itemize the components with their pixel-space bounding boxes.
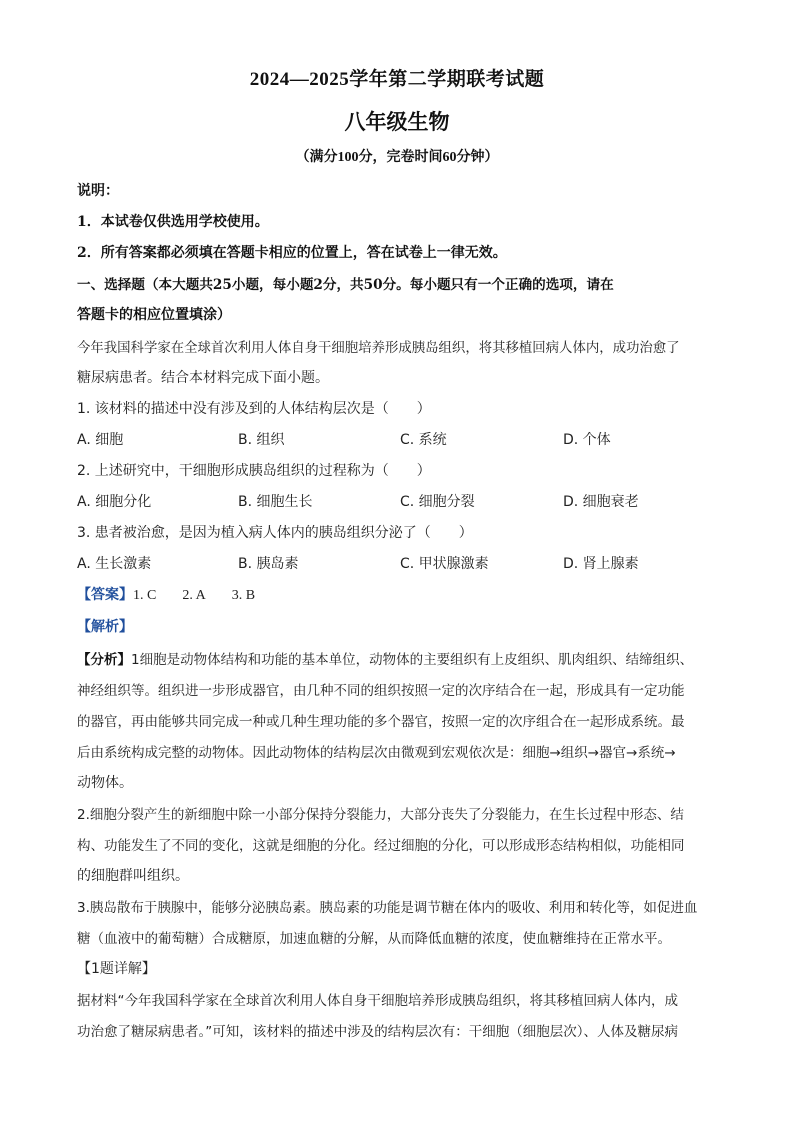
material-line-2: 糖尿病患者。结合本材料完成下面小题。 [77, 370, 329, 386]
section-heading-line2: 答题卡的相应位置填涂） [77, 307, 231, 323]
answer-values [133, 588, 281, 603]
question-3-option-c: C. 甲状腺激素 [400, 556, 489, 572]
section-heading-line1: 一、选择题（本大题共25小题，每小题2分，共50分。每小题只有一个正确的选项，请在 [77, 277, 614, 293]
analysis-p2-line3: 的细胞群叫组织。 [77, 868, 189, 884]
question-1-stem: 1. 该材料的描述中没有涉及到的人体结构层次是（ ） [77, 401, 431, 417]
question-2-option-b: B. 细胞生长 [238, 494, 313, 510]
question-1-option-b: B. 组织 [238, 432, 285, 448]
analysis-p1-line1 [77, 648, 693, 668]
question-2-stem: 2. 上述研究中，干细胞形成胰岛组织的过程称为（ ） [77, 463, 431, 479]
answer-value-3: 3. B [231, 588, 256, 603]
exam-note: （满分100分，完卷时间60分钟） [295, 150, 499, 165]
analysis-p3-line2: 糖（血液中的葡萄糖）合成糖原，加速血糖的分解，从而降低血糖的浓度，使血糖维持在正常水平。 [77, 931, 671, 947]
analysis-p2-line1: 2.细胞分裂产生的新细胞中除一小部分保持分裂能力，大部分丧失了分裂能力，在生长过程中形态、结 [77, 807, 684, 823]
question-2-option-c: C. 细胞分裂 [400, 494, 475, 510]
question-1-option-d: D. 个体 [563, 432, 611, 448]
analysis-p1-line4: 后由系统构成完整的动物体。因此动物体的结构层次由微观到宏观依次是：细胞→组织→器官→系统→ [77, 745, 676, 761]
exam-subject: 八年级生物 [344, 110, 450, 134]
question-1-option-a: A. 细胞 [77, 432, 124, 448]
question-1-option-c: C. 系统 [400, 432, 447, 448]
analysis-label: 【解析】 [77, 619, 133, 635]
analysis-p3-line1: 3.胰岛散布于胰腺中，能够分泌胰岛素。胰岛素的功能是调节糖在体内的吸收、利用和转化等，如促进血 [77, 900, 698, 916]
answer-value-2: 2. A [182, 588, 206, 603]
question-2-option-d: D. 细胞衰老 [563, 494, 639, 510]
question-3-option-b: B. 胰岛素 [238, 556, 299, 572]
analysis-p1-text1: 1细胞是动物体结构和功能的基本单位，动物体的主要组织有上皮组织、肌肉组织、结缔组织、 [131, 652, 694, 668]
instruction-item-2: 2．所有答案都必须填在答题卡相应的位置上，答在试卷上一律无效。 [77, 245, 507, 261]
analysis-p1-line3: 的器官，再由能够共同完成一种或几种生理功能的多个器官，按照一定的次序组合在一起形成系统。最 [77, 714, 685, 730]
answer-label: 【答案】 [77, 587, 133, 603]
detail-label: 【1题详解】 [77, 961, 156, 977]
instructions-heading: 说明： [77, 183, 119, 199]
answer-value-1: 1. C [133, 588, 157, 603]
material-line-1: 今年我国科学家在全球首次利用人体自身干细胞培养形成胰岛组织，将其移植回病人体内，成功治愈了 [77, 341, 680, 356]
analysis-p1-line5: 动物体。 [77, 775, 133, 791]
instruction-item-1: 1．本试卷仅供选用学校使用。 [77, 214, 269, 230]
analysis-p1-line2: 神经组织等。组织进一步形成器官，由几种不同的组织按照一定的次序结合在一起，形成具有一定功能 [77, 683, 685, 699]
detail-line-1: 据材料“今年我国科学家在全球首次利用人体自身干细胞培养形成胰岛组织，将其移植回病人体内，成 [77, 993, 678, 1009]
question-3-option-a: A. 生长激素 [77, 556, 152, 572]
question-2-option-a: A. 细胞分化 [77, 494, 152, 510]
fenxi-label: 【分析】 [77, 652, 131, 668]
analysis-p2-line2: 构、功能发生了不同的变化，这就是细胞的分化。经过细胞的分化，可以形成形态结构相似，功能相同 [77, 838, 685, 854]
question-3-stem: 3. 患者被治愈，是因为植入病人体内的胰岛组织分泌了（ ） [77, 525, 473, 541]
detail-line-2: 功治愈了糖尿病患者。”可知，该材料的描述中涉及的结构层次有：干细胞（细胞层次）、人体及糖尿病 [77, 1024, 678, 1040]
question-3-option-d: D. 肾上腺素 [563, 556, 639, 572]
answer-row [77, 584, 281, 604]
exam-title: 2024—2025学年第二学期联考试题 [249, 69, 545, 90]
